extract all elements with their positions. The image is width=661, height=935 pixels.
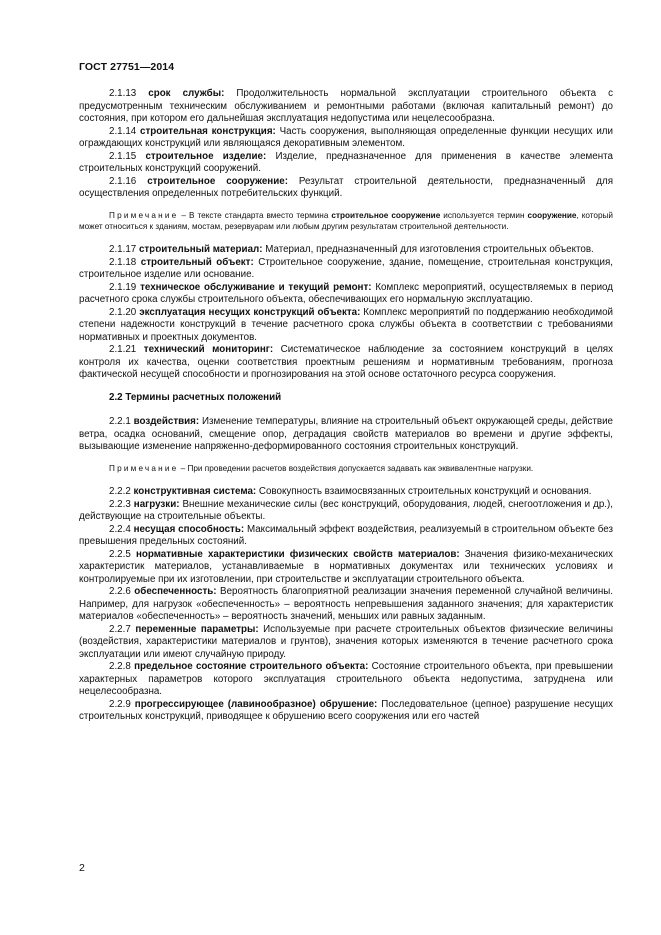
term: эксплуатация несущих конструкций объекта: (139, 306, 361, 318)
term-entry: 2.2.9 прогрессирующее (лавинообразное) обрушение: Последовательное (цепное) разрушение несущих строительных конструкций, приводящее к обрушению всего сооружения или его частей (79, 698, 613, 723)
term: несущая способность: (133, 523, 245, 535)
term-entry: 2.2.7 переменные параметры: Используемые при расчете строительных объектов физические величины (воздействия, характеристики материалов и грунтов), значения которых изменяются в течение расчетного срока эксплуатации или имеют случайную природу. (79, 623, 613, 660)
term-entry: 2.1.20 эксплуатация несущих конструкций объекта: Комплекс мероприятий по поддержанию необходимой степени надежности конструкций в течение расчетного срока службы объекта в соответствии с требованиями нормативных и проектных документов. (79, 306, 613, 343)
note-paragraph: Примечание – При проведении расчетов воздействия допускается задавать как эквивалентные нагрузки. (109, 463, 534, 473)
term: переменные параметры: (135, 623, 259, 635)
term: нормативные характеристики физических свойств материалов: (135, 548, 460, 560)
term-entry: 2.1.13 срок службы: Продолжительность нормальной эксплуатации строительного объекта с предусмотренным техническим обслуживанием и ремонтными работами (включая капитальный ремонт) до состояния, при котором его дальнейшая эксплуатация недопустима или нецелесообразна. (79, 88, 613, 124)
page-number: 2 (79, 862, 85, 874)
term: техническое обслуживание и текущий ремонт: (140, 281, 372, 293)
note-paragraph: Примечание – В тексте стандарта вместо термина строительное сооружение используется термин сооружение, который может относиться к зданиям, мостам, резервуарам или любым другим результатам строительной деятельности. (79, 210, 613, 231)
term: конструктивная система: (133, 486, 257, 498)
term: строительное изделие: (145, 150, 267, 162)
term-entry: 2.2.8 предельное состояние строительного объекта: Состояние строительного объекта, при превышении характерных параметров которого эксплуатация строительного объекта недопустима, затруднена или нецелесообразна. (79, 661, 613, 698)
document-body (79, 88, 613, 724)
note-label: Примечание (109, 210, 179, 220)
term: предельное состояние строительного объекта: (134, 661, 369, 673)
term: строительная конструкция: (140, 125, 276, 137)
standard-header: ГОСТ 27751—2014 (79, 61, 175, 73)
term-entry: 2.1.15 строительное изделие: Изделие, предназначенное для применения в качестве элемента строительных конструкций сооружений. (79, 150, 613, 174)
term: строительный материал: (138, 244, 263, 256)
term: воздействия: (133, 416, 200, 428)
term-entry: 2.1.21 технический мониторинг: Систематическое наблюдение за состоянием конструкций в целях контроля их качества, оценки соответствия проектным решениям и нормативным требованиям, прогноза фактической несущей способности и прогнозирования на этой основе остаточного ресурса сооружения. (79, 344, 613, 381)
term-entry: 2.1.18 строительный объект: Строительное сооружение, здание, помещение, строительная конструкция, строительное изделие или основание. (79, 256, 613, 281)
term-entry: 2.2.1 воздействия: Изменение температуры, влияние на строительный объект окружающей среды, действие ветра, осадка оснований, смещение опор, деградация свойств материалов во времени и другие эффекты, вызывающие изменение напряженно-деформированного состояния строительных конструкций. (79, 416, 613, 453)
term: нагрузки: (133, 498, 180, 510)
term-entry: 2.2.6 обеспеченность: Вероятность благоприятной реализации значения переменной случайной величины. Например, для нагрузок «обеспеченность» – вероятность непревышения заданного значения; для характеристик материалов «обеспеченность» – вероятность значений, меньших или равных заданным. (79, 586, 613, 623)
term: строительное сооружение: (147, 175, 288, 187)
term-entry: 2.2.5 нормативные характеристики физических свойств материалов: Значения физико-механических характеристик материалов, устанавливаемые в нормативных документах или технических условиях и контролируемые при их изготовлении, при строительстве и эксплуатации строительного объекта. (79, 548, 613, 585)
term: технический мониторинг: (143, 344, 274, 356)
term-entry: 2.2.2 конструктивная система: Совокупность взаимосвязанных строительных конструкций и основания. (109, 486, 592, 498)
term-entry: 2.1.19 техническое обслуживание и текущий ремонт: Комплекс мероприятий, осуществляемых в период расчетного срока службы строительного объекта, обеспечивающих его нормальную эксплуатацию. (79, 281, 613, 306)
term: строительный объект: (140, 256, 254, 268)
section-heading: 2.2 Термины расчетных положений (109, 391, 282, 403)
term-entry: 2.1.16 строительное сооружение: Результат строительной деятельности, предназначенный для осуществления определенных потребительских функций. (79, 175, 613, 199)
term: обеспеченность: (134, 586, 217, 598)
term-entry: 2.2.4 несущая способность: Максимальный эффект воздействия, реализуемый в строительном объекте без превышения предельных состояний. (79, 523, 613, 548)
note-label: Примечание (109, 463, 179, 473)
term-entry: 2.2.3 нагрузки: Внешние механические силы (вес конструкций, оборудования, людей, снегоотложения и др.), действующие на строительные объекты. (79, 498, 613, 523)
term-entry: 2.1.17 строительный материал: Материал, предназначенный для изготовления строительных объектов. (109, 244, 594, 256)
term: срок службы: (148, 88, 225, 99)
term-entry: 2.1.14 строительная конструкция: Часть сооружения, выполняющая определенные функции несущих или ограждающих конструкций или являющаяся декоративным элементом. (79, 125, 613, 149)
term: прогрессирующее (лавинообразное) обрушение: (134, 698, 378, 710)
